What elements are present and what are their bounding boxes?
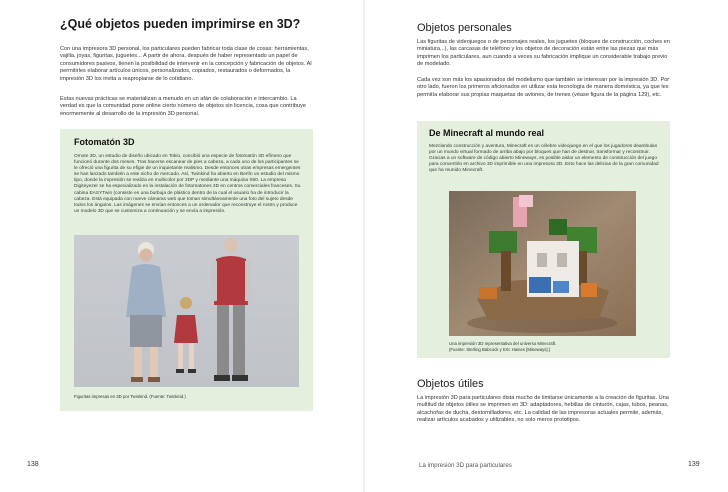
- photo-caption-line-1: Una impresión 3D representativa del universo Minecraft.: [449, 341, 557, 346]
- right-page: [365, 0, 728, 492]
- minecraft-photo: [449, 191, 636, 336]
- box-heading: Fotomatón 3D: [74, 137, 135, 147]
- photo-caption-line-2: (Fuente: Sterling Babcock y Eric Haines [Mineways].): [449, 347, 551, 352]
- right-paragraph-3: La impresión 3D para particulares dista mucho de limitarse únicamente a la creación de figuritas. Una multitud de objetos útiles se imprimen en 3D: adaptadores, hebillas de cinturón, cajas, tubos, peanas, alcachofas de ducha, destornilladores, etc. La calidad de las impresoras actuales permite, además, realizar artículos acabados y utilizables, no solo meros prototipos.: [417, 395, 669, 424]
- box-text: Omote 3D, un estudio de diseño ubicado en Tokio, concibió una especie de fotomatón 3D efímero que funcionó durante dos meses. Tras hacerse escanear de pies a cabeza, a cada uno de los participantes se le ofreció una figurita de su efigie de un inquietante realismo. Desde entonces otras empresas emergentes se han lanzado también a este nicho de mercado. Así, Twinkind ha abierto en Berlín un estudio del mismo tipo, donde la impresión se realiza en multicolor por 3DP y mediante una máquina X60. La empresa Digiteyezer se ha especializado en la instalación de fotomatones 3D en centros comerciales franceses. Su cabina EASYTwin (consiste en una burbuja de plástico dentro de la cual el usuario ha de introducir la cabeza. Está equipada con nueve cámaras web que toman simultáneamente una foto del sujeto desde todos los ángulos. Las imágenes se envían entonces a un ordenador que reconstruye el rostro y produce un modelo 3D que se customiza a continuación y se envía a impresión.: [74, 154, 301, 214]
- left-paragraph-2: Estas nuevas prácticas se materializan a menudo en un afán de colaboración e intercambio. La verdad es que la comunidad pone online cierto número de objetos sin licencia, cosa que contribuye enormemente al desarrollo de la impresión 3D personal.: [60, 96, 306, 117]
- section-heading-personales: Objetos personales: [417, 22, 512, 34]
- page-number-right: 139: [688, 461, 700, 468]
- left-paragraph-1: Con una impresora 3D personal, los particulares pueden fabricar toda clase de cosas: herramientas, vajilla, joyas, figuritas, juguetes... A partir de ahora, después de haber representado un papel de consumidores pasivos, tienen la posibilidad de intervenir en la concepción y fabricación de objetos. Al permitirles elaborar artículos únicos, personalizados, copiados, restaurados o deformados, la impresión 3D los invita a reapropiarse de lo cotidiano.: [60, 46, 312, 82]
- photo-caption: Figuritas impresas en 3D por Twinkind. (Fuente: Twinkind.): [74, 394, 186, 399]
- box-text: Mezclando construcción y aventura, Minecraft es un célebre videojuego en el que los jugadores deambulan por un mundo virtual formado de arriba abajo por bloques que han de destruir, transformar y reconstruir. Gracias a un software de código abierto Mineways, es posible aislar un elemento de construcción del juego para convertirlo en archivo 3D imprimible en una impresora 3D. Esto hace las delicias de la gran comunidad que ha reunido Minecraft.: [429, 144, 659, 174]
- sidebar-box-minecraft: [417, 121, 670, 358]
- page-number-left: 138: [27, 461, 39, 468]
- running-footer: La impresión 3D para particulares: [419, 462, 512, 469]
- section-heading-utiles: Objetos útiles: [417, 378, 484, 390]
- page-title: ¿Qué objetos pueden imprimirse en 3D?: [60, 17, 301, 31]
- right-paragraph-1: Las figuritas de videojuegos o de personajes reales, los juguetes (bloques de construcción, coches en miniatura...), las carcasas de teléfono y los objetos de decoración están entre las piezas que más imprimen los particulares, aun cuando a veces su fabricación implique un considerable trabajo previo de modelado.: [417, 39, 670, 68]
- figurines-photo: [74, 235, 299, 387]
- figurines-photo-graphic: [74, 235, 299, 387]
- right-paragraph-2: Cada vez son más los apasionados del modelismo que también se interesan por la impresión 3D. Por otro lado, fueron los primeros aficionados en utilizar esta tecnología de manera doméstica, ya que les permitía elaborar sus propias maquetas de aviones, de trenes (véase figura de la página 129), etc.: [417, 77, 670, 98]
- sidebar-box-fotomaton: [60, 129, 313, 411]
- box-heading: De Minecraft al mundo real: [429, 128, 545, 138]
- minecraft-photo-graphic: [449, 191, 636, 336]
